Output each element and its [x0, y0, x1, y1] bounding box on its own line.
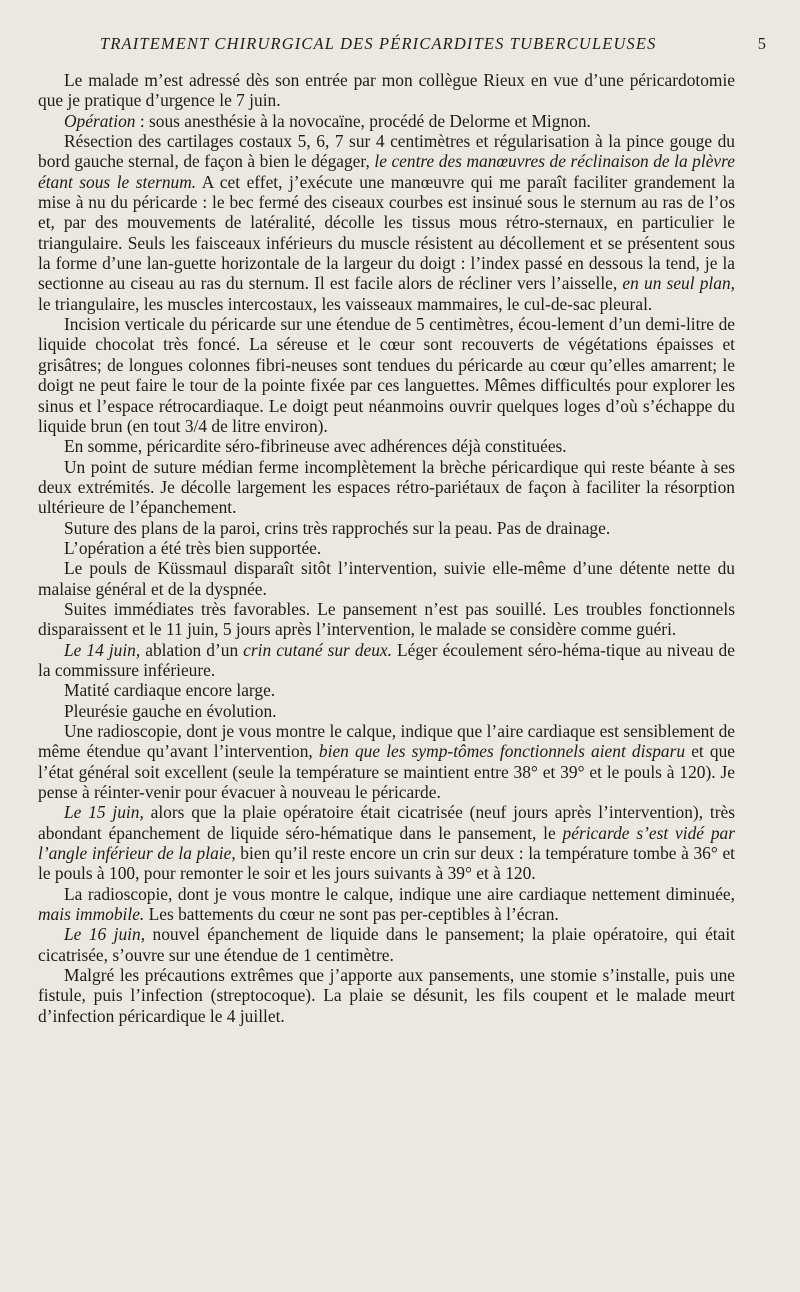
paragraph — [38, 436, 735, 456]
italic-run: crin cutané sur deux. — [243, 639, 392, 660]
paragraph — [38, 111, 735, 131]
text-run: Matité cardiaque encore large. — [64, 680, 276, 701]
text-run: nouvel épanchement de liquide dans le pansement; la plaie opératoire, qui était cicatrisée, s’ouvre sur une étendue de 1 centimètre. — [38, 924, 735, 965]
italic-run: Opération — [64, 110, 136, 131]
italic-run: le centre des manœuvres de réclinaison de la plèvre étant sous le sternum. — [38, 151, 735, 192]
page-number: 5 — [757, 34, 766, 53]
italic-run: en un seul plan, — [622, 273, 735, 294]
page-header — [38, 34, 766, 58]
paragraph — [38, 518, 735, 538]
text-run: Le pouls de Küssmaul disparaît sitôt l’intervention, suivie elle-même d’une détente nette du malaise général et de la dyspnée. — [38, 558, 735, 599]
paragraph — [38, 701, 735, 721]
italic-run: bien que les symp-tômes fonctionnels aient disparu — [318, 741, 686, 762]
paragraph — [38, 131, 735, 314]
text-run: : sous anesthésie à la novocaïne, procédé de Delorme et Mignon. — [135, 110, 591, 131]
text-run: La radioscopie, dont je vous montre le calque, indique une aire cardiaque nettement diminuée, — [64, 883, 735, 904]
paragraph — [38, 924, 735, 965]
text-run: bien qu’il reste encore un crin sur deux : la température tombe à 36° et le pouls à 100, pour remonter le soir et les jours suivants à 39° et à 120. — [38, 843, 735, 884]
text-run: A cet effet, j’exécute une manœuvre qui me paraît faciliter grandement la mise à nu du péricarde : le bec fermé des ciseaux courbes est insinué sous le sternum au ras de l’os et, par des mouvements de latéralité, décolle les tissus mous rétro-sternaux, en particulier le triangulaire. Seuls les faisceaux inférieurs du muscle résistent au décollement et se présentent sous la forme d’une lan-guette horizontale de la largeur du doigt : l’index passé en dessous la tend, je la sectionne au ciseau au ras du sternum. Il est facile alors de récliner vers l’aisselle, — [38, 171, 735, 294]
running-title: TRAITEMENT CHIRURGICAL DES PÉRICARDITES TUBERCULEUSES — [100, 34, 657, 53]
paragraph — [38, 965, 735, 1026]
italic-run: péricarde s’est vidé par l’angle inférieur de la plaie, — [38, 822, 735, 864]
text-run: Résection des cartilages costaux 5, 6, 7 sur 4 centimètres et régularisation à la pince gouge du bord gauche sternal, de façon à bien le dégager, — [38, 131, 735, 172]
paragraph — [38, 721, 735, 802]
paragraph — [38, 314, 735, 436]
text-run: alors que la plaie opératoire était cicatrisée (neuf jours après l’intervention), très abondant épanchement de liquide séro-hématique dans le pansement, le — [38, 802, 735, 843]
text-run: Une radioscopie, dont je vous montre le calque, indique que l’aire cardiaque est sensiblement de même étendue qu’avant l’intervention, — [38, 721, 735, 762]
italic-run: Le 16 juin, — [64, 924, 146, 945]
text-run: Malgré les précautions extrêmes que j’apporte aux pansements, une stomie s’installe, puis une fistule, puis l’infection (streptocoque). La plaie se désunit, les fils coupent et le malade meurt d’infection péricardique le 4 juillet. — [38, 965, 735, 1026]
paragraph — [38, 640, 735, 681]
paragraph — [38, 457, 735, 518]
text-run: Suites immédiates très favorables. Le pansement n’est pas souillé. Les troubles fonctionnels disparaissent et le 11 juin, 5 jours après l’intervention, le malade se considère comme guéri. — [38, 598, 735, 640]
paragraph — [38, 70, 735, 111]
text-run: Un point de suture médian ferme incomplètement la brèche péricardique qui reste béante à ses deux extrémités. Je décolle largement les espaces rétro-pariétaux de façon à faciliter la résorption ultérieure de l’épanchement. — [38, 456, 735, 518]
text-run: Léger écoulement séro-héma-tique au niveau de la commissure inférieure. — [38, 639, 735, 680]
text-run: Les battements du cœur ne sont pas per-ceptibles à l’écran. — [144, 904, 559, 925]
text-run: L’opération a été très bien supportée. — [64, 537, 322, 558]
paragraph — [38, 599, 735, 640]
text-run: Suture des plans de la paroi, crins très rapprochés sur la peau. Pas de drainage. — [64, 517, 611, 538]
paragraph — [38, 558, 735, 599]
text-run: Incision verticale du péricarde sur une étendue de 5 centimètres, écou-lement d’un demi-litre de liquide chocolat très foncé. La séreuse et le cœur sont recouverts de végétations épaisses et grisâtres; de longues colonnes fibri-neuses sont tendues du péricarde au cœur qu’elles amarrent; le doigt ne peut faire le tour de la pointe fixée par ces languettes. Mêmes difficultés pour explorer les sinus et l’espace rétrocardiaque. Le doigt peut néanmoins ouvrir quelques loges d’où s’échappe du liquide brun (en tout 3/4 de litre environ). — [38, 314, 735, 436]
text-run: Pleurésie gauche en évolution. — [64, 700, 277, 721]
text-run: et que l’état général soit excellent (seule la température se maintient entre 38° et 39° et le pouls à 120). Je pense à réinter-venir pour évacuer à nouveau le péricarde. — [38, 741, 735, 803]
text-run: Le malade m’est adressé dès son entrée par mon collègue Rieux en vue d’une péricardotomie que je pratique d’urgence le 7 juin. — [38, 70, 735, 111]
paragraph — [38, 884, 735, 925]
italic-run: mais immobile. — [38, 904, 145, 925]
text-run: ablation d’un — [140, 639, 244, 660]
paragraph — [38, 680, 735, 700]
paragraph — [38, 538, 735, 558]
italic-run: Le 15 juin, — [64, 802, 144, 823]
italic-run: Le 14 juin, — [64, 639, 141, 660]
body-text — [38, 70, 735, 1026]
text-run: le triangulaire, les muscles intercostaux, les vaisseaux mammaires, le cul-de-sac pleural. — [38, 293, 653, 314]
text-run: En somme, péricardite séro-fibrineuse avec adhérences déjà constituées. — [64, 436, 567, 457]
paragraph — [38, 802, 735, 883]
